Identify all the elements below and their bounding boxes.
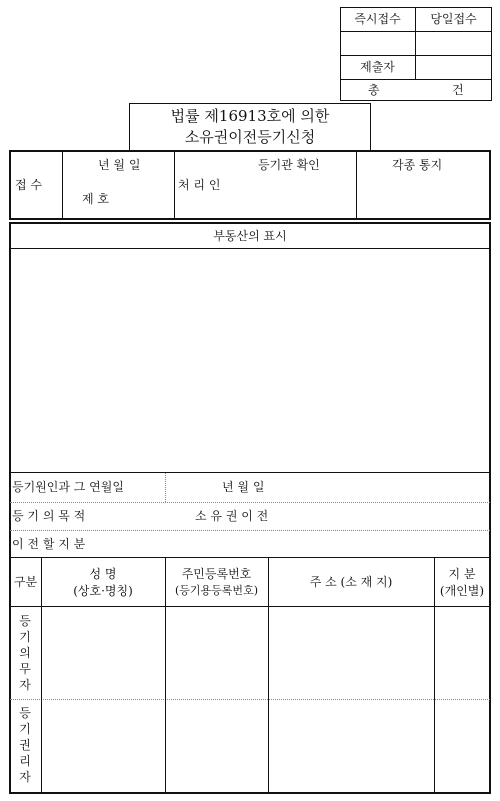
receipt-submitter-label: 제출자: [360, 60, 395, 74]
obligor-name-field[interactable]: [42, 607, 165, 699]
obligor-label: 등 기 의 무 자: [19, 614, 31, 692]
obligor-address-field[interactable]: [269, 607, 434, 699]
reception-number: 제 호: [82, 192, 109, 206]
receipt-total-prefix: 총: [368, 83, 380, 97]
col-share-line-1: 지 분: [448, 567, 476, 581]
reception-date: 년 월 일: [98, 158, 141, 172]
title-line-1: 법률 제16913호에 의한: [170, 107, 330, 125]
col-share-line-2: (개인별): [439, 584, 485, 598]
share-label: 이 전 할 지 분: [12, 537, 86, 551]
cause-label: 등기원인과 그 연월일: [12, 480, 124, 494]
receipt-total-suffix: 건: [452, 83, 464, 97]
purpose-label: 등 기 의 목 적: [12, 509, 86, 523]
title-line-2: 소유권이전등기신청: [184, 128, 316, 146]
property-description-area[interactable]: [10, 249, 490, 472]
purpose-value: 소 유 권 이 전: [195, 509, 269, 523]
obligor-share-field[interactable]: [435, 607, 490, 699]
property-heading: 부동산의 표시: [213, 229, 287, 243]
notices-label: 각종 통지: [392, 158, 443, 172]
share-input[interactable]: [165, 531, 490, 557]
processor-label: 처 리 인: [178, 178, 221, 192]
receipt-immediate-label: 즉시접수: [354, 12, 401, 26]
holder-name-field[interactable]: [42, 700, 165, 793]
holder-label: 등 기 권 리 자: [19, 706, 31, 784]
cause-date[interactable]: 년 월 일: [222, 480, 265, 494]
col-name-line-1: 성 명: [89, 567, 117, 581]
col-type: 구분: [13, 575, 38, 589]
col-id-line-1: 주민등록번호: [181, 567, 252, 581]
col-name-line-2: (상호·명칭): [73, 584, 133, 598]
reception-label: 접 수: [15, 178, 42, 192]
obligor-id-field[interactable]: [166, 607, 268, 699]
holder-share-field[interactable]: [435, 700, 490, 793]
receipt-same-day-label: 당일접수: [430, 12, 477, 26]
holder-id-field[interactable]: [166, 700, 268, 793]
registry-check-label: 등기관 확인: [258, 158, 320, 172]
col-address: 주 소 (소 재 지): [309, 575, 393, 589]
col-id-line-2: (등기용등록번호): [175, 584, 258, 597]
holder-address-field[interactable]: [269, 700, 434, 793]
